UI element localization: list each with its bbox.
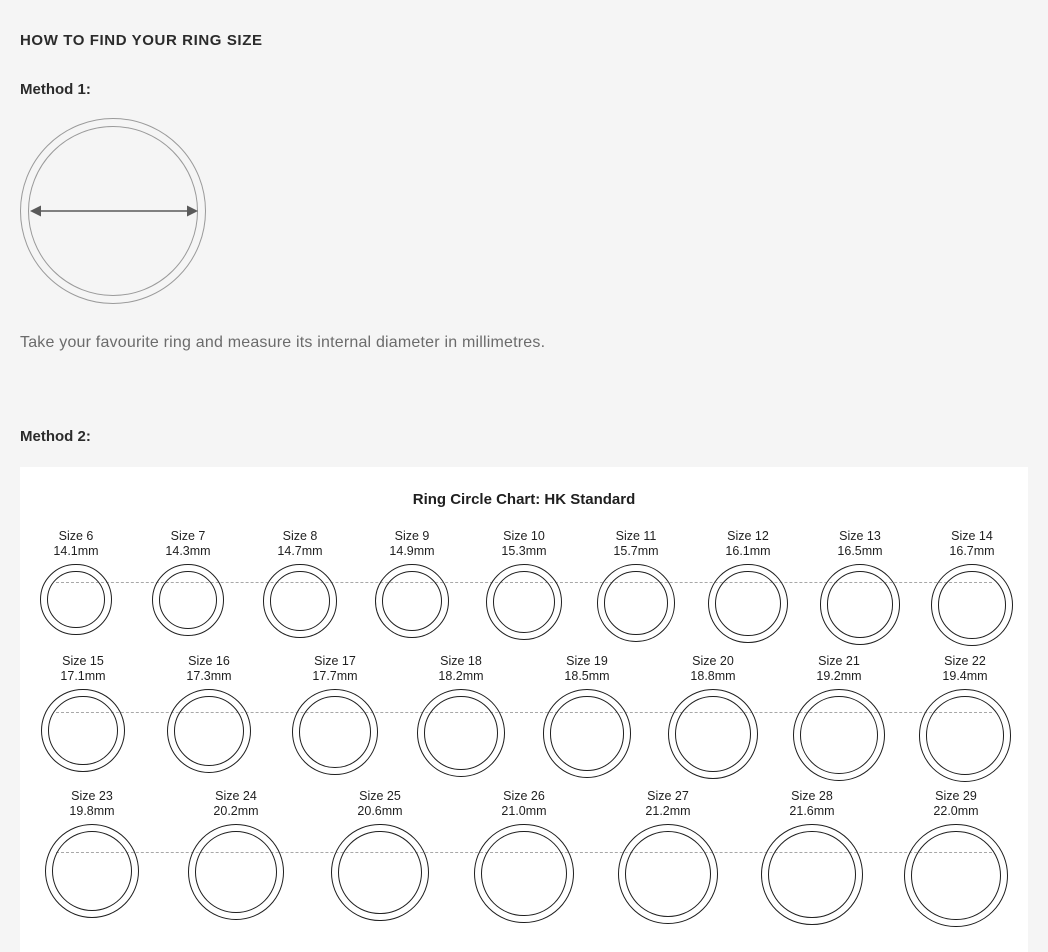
ring-size-label: Size 8 — [282, 529, 318, 543]
ring-chart-row — [20, 654, 1028, 789]
ring-size-item — [164, 789, 308, 920]
ring-size-label: Size 28 — [791, 789, 833, 803]
page-title: HOW TO FIND YOUR RING SIZE — [20, 32, 263, 49]
ring-circle-inner — [675, 696, 751, 772]
ring-size-item — [650, 654, 776, 779]
ring-diameter-label: 14.7mm — [277, 544, 323, 558]
ring-circle-inner — [550, 696, 625, 771]
ring-diameter-label: 19.4mm — [942, 669, 988, 683]
ring-size-label: Size 26 — [503, 789, 545, 803]
ring-circle — [375, 564, 449, 638]
ring-size-item — [398, 654, 524, 777]
ring-circle-inner — [424, 696, 498, 770]
ring-size-label: Size 23 — [71, 789, 113, 803]
ring-circle-inner — [926, 696, 1005, 775]
ring-circle-inner — [52, 831, 132, 911]
ring-circle-inner — [48, 696, 117, 765]
ring-diameter-label: 17.1mm — [60, 669, 106, 683]
ring-size-label: Size 17 — [314, 654, 356, 668]
ring-diameter-label: 14.9mm — [389, 544, 435, 558]
ring-diameter-label: 17.7mm — [312, 669, 358, 683]
ring-diameter-label: 21.2mm — [645, 804, 691, 818]
ring-size-item — [272, 654, 398, 775]
ring-circle — [45, 824, 139, 918]
ring-circle — [931, 564, 1013, 646]
ring-size-item — [902, 654, 1028, 782]
ring-size-item — [20, 529, 132, 635]
ring-diameter-label: 18.2mm — [438, 669, 484, 683]
ring-circle — [618, 824, 718, 924]
ring-size-item — [20, 789, 164, 918]
ring-size-item — [146, 654, 272, 773]
ring-size-label: Size 27 — [647, 789, 689, 803]
ring-size-item — [740, 789, 884, 925]
ring-circle — [263, 564, 337, 638]
ring-circle-inner — [47, 571, 104, 628]
ring-circle — [761, 824, 862, 925]
ring-circle — [292, 689, 378, 775]
ring-diameter-diagram — [20, 118, 208, 306]
ring-size-item — [596, 789, 740, 924]
ring-size-item — [884, 789, 1028, 927]
ring-size-label: Size 9 — [394, 529, 430, 543]
method-2-label: Method 2: — [20, 428, 91, 445]
ring-diameter-label: 21.6mm — [789, 804, 835, 818]
ring-circle — [597, 564, 675, 642]
ring-circle — [668, 689, 758, 779]
ring-diameter-label: 16.7mm — [949, 544, 995, 558]
ring-circle — [543, 689, 632, 778]
ring-size-item — [20, 654, 146, 772]
ring-size-label: Size 21 — [818, 654, 860, 668]
ring-diameter-label: 19.2mm — [816, 669, 862, 683]
ring-circle-inner — [911, 831, 1000, 920]
ring-circle-inner — [338, 831, 421, 914]
ring-diameter-label: 15.3mm — [501, 544, 547, 558]
ring-diameter-label: 22.0mm — [933, 804, 979, 818]
method-1-label: Method 1: — [20, 81, 91, 98]
ring-size-label: Size 25 — [359, 789, 401, 803]
ring-circle-inner — [768, 831, 855, 918]
ring-diameter-label: 21.0mm — [501, 804, 547, 818]
ring-size-label: Size 7 — [170, 529, 206, 543]
ring-circle-inner — [299, 696, 371, 768]
ring-size-label: Size 6 — [58, 529, 94, 543]
ring-circle — [331, 824, 428, 921]
ring-size-item — [468, 529, 580, 640]
ring-size-label: Size 12 — [727, 529, 769, 543]
ring-circle — [152, 564, 224, 636]
ring-size-item — [692, 529, 804, 643]
ring-diameter-label: 20.2mm — [213, 804, 259, 818]
ring-circle-inner — [938, 571, 1006, 639]
ring-size-label: Size 18 — [440, 654, 482, 668]
ring-diameter-label: 17.3mm — [186, 669, 232, 683]
ring-circle-inner — [827, 571, 894, 638]
ring-circle — [167, 689, 251, 773]
ring-size-item — [132, 529, 244, 636]
ring-size-label: Size 14 — [951, 529, 993, 543]
ring-size-label: Size 11 — [615, 529, 657, 543]
ring-diameter-label: 20.6mm — [357, 804, 403, 818]
ring-size-item — [804, 529, 916, 645]
ring-size-label: Size 19 — [566, 654, 608, 668]
ring-circle — [40, 564, 111, 635]
diameter-arrow-icon — [28, 196, 200, 226]
method-1-caption: Take your favourite ring and measure its internal diameter in millimetres. — [20, 334, 546, 351]
ring-circle-inner — [174, 696, 244, 766]
ring-size-label: Size 20 — [692, 654, 734, 668]
ring-size-item — [776, 654, 902, 781]
ring-diameter-label: 16.5mm — [837, 544, 883, 558]
ring-circle-inner — [159, 571, 217, 629]
ring-circle — [486, 564, 562, 640]
ring-size-item — [308, 789, 452, 921]
chart-title: Ring Circle Chart: HK Standard — [412, 491, 636, 508]
ring-size-label: Size 15 — [62, 654, 104, 668]
ring-circle-inner — [481, 831, 566, 916]
ring-chart-row — [20, 529, 1028, 654]
ring-circle — [820, 564, 901, 645]
ring-circle — [919, 689, 1012, 782]
ring-circle-inner — [625, 831, 711, 917]
ring-diameter-label: 18.8mm — [690, 669, 736, 683]
ring-circle — [708, 564, 787, 643]
ring-size-item — [580, 529, 692, 642]
ring-size-label: Size 24 — [215, 789, 257, 803]
ring-chart-rows — [20, 529, 1028, 934]
ring-circle-inner — [493, 571, 555, 633]
ring-circle — [188, 824, 284, 920]
ring-size-item — [524, 654, 650, 778]
ring-size-item — [356, 529, 468, 638]
ring-size-item — [452, 789, 596, 923]
ring-diameter-label: 16.1mm — [725, 544, 771, 558]
ring-circle-chart-panel — [20, 467, 1028, 952]
ring-size-label: Size 22 — [944, 654, 986, 668]
ring-circle-inner — [715, 571, 780, 636]
ring-diameter-label: 18.5mm — [564, 669, 610, 683]
ring-size-label: Size 16 — [188, 654, 230, 668]
ring-diameter-label: 19.8mm — [69, 804, 115, 818]
ring-chart-row — [20, 789, 1028, 934]
ring-size-item — [916, 529, 1028, 646]
ring-size-label: Size 29 — [935, 789, 977, 803]
ring-circle-inner — [195, 831, 277, 913]
ring-size-item — [244, 529, 356, 638]
ring-circle — [417, 689, 505, 777]
ring-circle — [904, 824, 1007, 927]
ring-circle-inner — [270, 571, 330, 631]
ring-diameter-label: 14.1mm — [53, 544, 99, 558]
ring-diameter-label: 14.3mm — [165, 544, 211, 558]
ring-circle-inner — [800, 696, 878, 774]
ring-circle-inner — [382, 571, 442, 631]
ring-circle — [793, 689, 885, 781]
ring-circle — [474, 824, 573, 923]
ring-size-label: Size 10 — [503, 529, 545, 543]
ring-circle — [41, 689, 124, 772]
ring-diameter-label: 15.7mm — [613, 544, 659, 558]
ring-circle-inner — [604, 571, 668, 635]
ring-size-label: Size 13 — [839, 529, 881, 543]
